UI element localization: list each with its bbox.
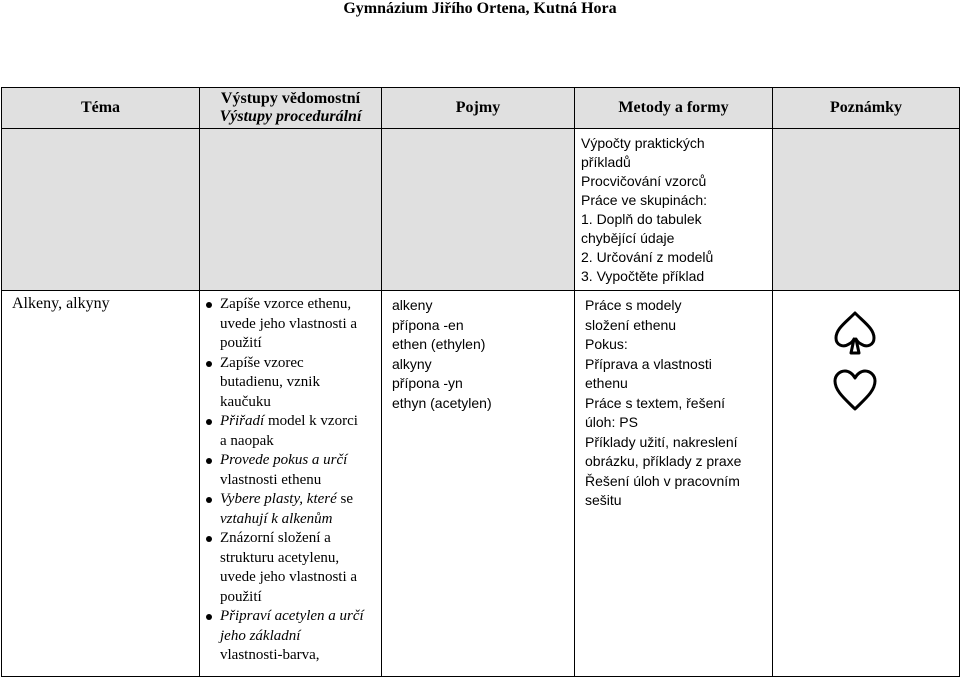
terms-cell: [382, 291, 575, 677]
method-line: ethenu: [585, 375, 628, 391]
method-line: úloh: PS: [585, 414, 638, 430]
spade-outline-icon: [831, 309, 879, 357]
header-outputs-knowledge: Výstupy vědomostní: [220, 90, 361, 107]
curriculum-table: [1, 87, 960, 677]
outcome-emphasis: Přiřadí: [220, 413, 265, 429]
header-terms: Pojmy: [382, 88, 575, 129]
header-methods: Metody a formy: [575, 88, 773, 129]
outcome-text: strukturu acetylenu,: [220, 549, 340, 566]
method-line: 1. Doplň do tabulek: [581, 211, 702, 227]
row1-notes-cell: [773, 129, 960, 291]
term-line: přípona -yn: [392, 375, 463, 391]
outcome-text: Zapíše vzorec: [220, 354, 304, 371]
list-item: [200, 295, 381, 354]
outcome-text: vztahují k alkenům: [220, 510, 333, 527]
term-line: alkyny: [392, 355, 432, 372]
method-line: složení ethenu: [585, 316, 677, 333]
topic-cell: Alkeny, alkyny: [2, 291, 200, 677]
outcomes-cell: [200, 291, 382, 677]
method-line: obrázku, příklady z praxe: [585, 453, 742, 469]
term-line: přípona -en: [392, 316, 464, 333]
method-line: Příklady užití, nakreslení: [585, 433, 738, 450]
outcome-text: Znázorní složení a: [220, 530, 331, 546]
header-outputs-procedural: Výstupy procedurální: [219, 108, 362, 125]
list-item: [200, 412, 381, 451]
header-notes: Poznámky: [773, 88, 960, 129]
outcome-text: jeho základní: [220, 627, 301, 644]
row1-terms-cell: [382, 129, 575, 291]
header-outputs: [200, 88, 382, 129]
table-row: [2, 129, 960, 291]
outcome-text: model k vzorci: [264, 413, 358, 429]
list-item: [200, 451, 381, 490]
row1-topic-cell: [2, 129, 200, 291]
outcome-text: a naopak: [220, 432, 274, 449]
term-line: ethen (ethylen): [392, 336, 486, 352]
outcome-emphasis: Provede pokus a určí: [220, 452, 348, 468]
method-line: Procvičování vzorců: [581, 173, 707, 189]
outcome-text: vlastnosti ethenu: [220, 471, 322, 488]
outcome-text: se: [336, 491, 354, 507]
document-title: Gymnázium Jiřího Ortena, Kutná Hora: [343, 0, 617, 17]
outcome-emphasis: Připraví acetylen a určí: [220, 608, 364, 624]
term-line: alkeny: [392, 297, 433, 313]
heart-outline-icon: [831, 367, 879, 413]
method-line: Pokus:: [585, 336, 628, 352]
outcome-text: vlastnosti-barva,: [220, 647, 320, 663]
method-line: Práce s textem, řešení: [585, 394, 726, 411]
notes-cell: [773, 291, 960, 677]
outcome-text: kaučuku: [220, 393, 271, 410]
method-line: sešitu: [585, 492, 622, 508]
term-line: ethyn (acetylen): [392, 394, 492, 411]
outcome-text: použití: [220, 335, 262, 351]
outcome-text: použití: [220, 588, 262, 605]
outcome-text: butadienu, vznik: [220, 374, 320, 390]
header-topic: Téma: [2, 88, 200, 129]
methods-cell: [575, 291, 773, 677]
method-line: 3. Vypočtěte příklad: [581, 268, 705, 284]
list-item: [200, 607, 381, 666]
table-row: [2, 291, 960, 677]
method-line: Výpočty praktických: [581, 135, 705, 151]
row1-outcomes-cell: [200, 129, 382, 291]
row1-methods-cell: [575, 129, 773, 291]
table-header-row: [2, 88, 960, 129]
method-line: Práce ve skupinách:: [581, 192, 708, 208]
outcomes-list: [200, 291, 381, 666]
method-line: Příprava a vlastnosti: [585, 355, 712, 372]
outcome-emphasis: Vybere plasty, které: [220, 491, 337, 507]
list-item: [200, 354, 381, 413]
method-line: příkladů: [581, 154, 631, 170]
outcome-text: uvede jeho vlastnosti a: [220, 315, 358, 332]
outcome-text: uvede jeho vlastnosti a: [220, 569, 358, 585]
outcome-text: Zapíše vzorce ethenu,: [220, 296, 352, 312]
list-item: [200, 490, 381, 529]
method-line: 2. Určování z modelů: [581, 249, 714, 265]
list-item: [200, 529, 381, 607]
method-line: chybějící údaje: [581, 230, 675, 246]
method-line: Práce s modely: [585, 297, 682, 313]
method-line: Řešení úloh v pracovním: [585, 472, 740, 489]
